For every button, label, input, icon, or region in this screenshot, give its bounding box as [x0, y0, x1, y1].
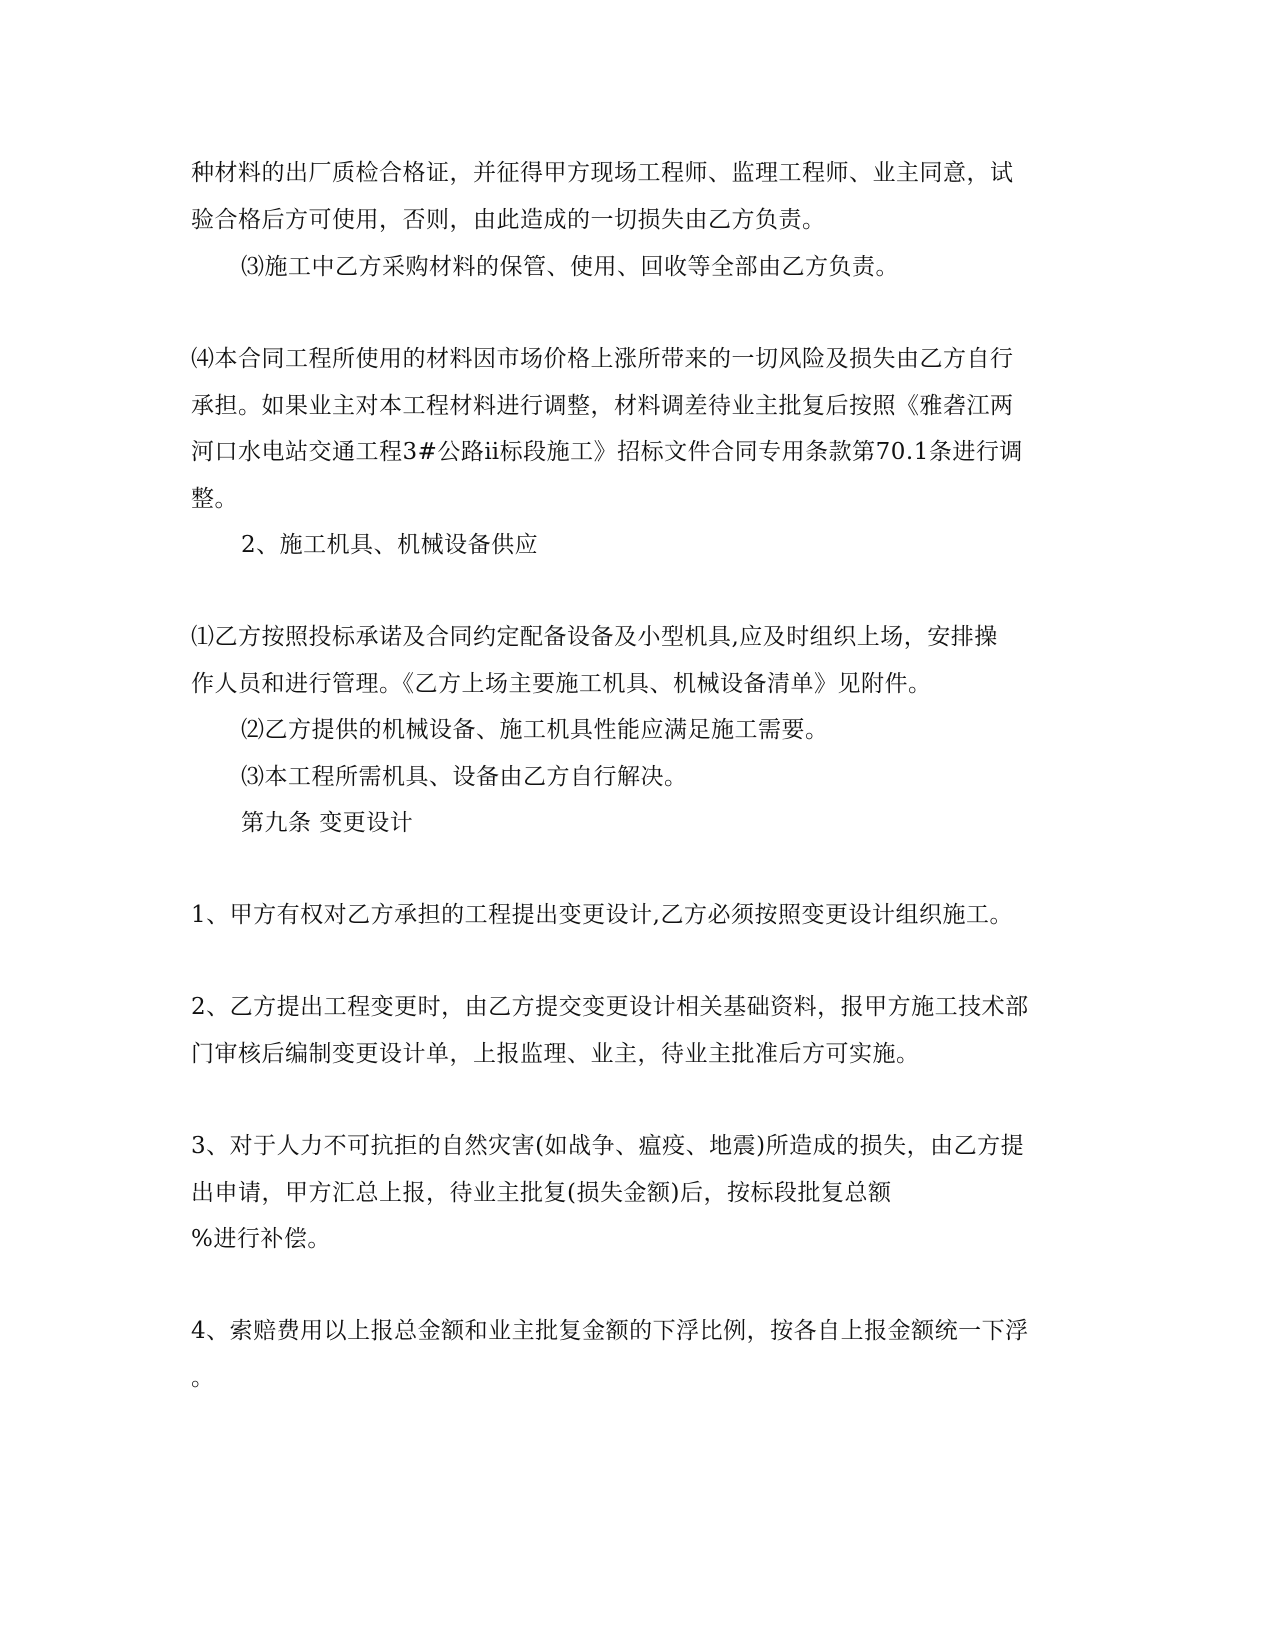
text-line: 作人员和进行管理。《乙方上场主要施工机具、机械设备清单》见附件。 [191, 671, 932, 697]
text-line: ⑶施工中乙方采购材料的保管、使用、回收等全部由乙方负责。 [241, 254, 899, 280]
text-line: %进行补偿。 [191, 1226, 331, 1252]
text-line: 河口水电站交通工程3#公路ⅱ标段施工》招标文件合同专用条款第70.1条进行调 [191, 439, 1023, 465]
text-line: ⑴乙方按照投标承诺及合同约定配备设备及小型机具,应及时组织上场，安排操 [191, 624, 998, 650]
text-line: ⑵乙方提供的机械设备、施工机具性能应满足施工需要。 [241, 717, 829, 743]
text-line: 1、甲方有权对乙方承担的工程提出变更设计,乙方必须按照变更设计组织施工。 [191, 902, 1013, 928]
text-line: ⑶本工程所需机具、设备由乙方自行解决。 [241, 764, 688, 790]
text-line: 。 [191, 1365, 215, 1391]
text-line: 出申请，甲方汇总上报，待业主批复(损失金额)后，按标段批复总额 [191, 1180, 892, 1206]
text-line: 承担。如果业主对本工程材料进行调整，材料调差待业主批复后按照《雅砻江两 [191, 393, 1014, 419]
text-line: 4、索赔费用以上报总金额和业主批复金额的下浮比例，按各自上报金额统一下浮 [191, 1318, 1029, 1344]
text-line: 门审核后编制变更设计单，上报监理、业主，待业主批准后方可实施。 [191, 1041, 920, 1067]
article-heading: 第九条 变更设计 [241, 810, 414, 836]
text-line: 种材料的出厂质检合格证，并征得甲方现场工程师、监理工程师、业主同意，试 [191, 160, 1014, 186]
section-heading: 2、施工机具、机械设备供应 [241, 532, 539, 558]
text-line: 3、对于人力不可抗拒的自然灾害(如战争、瘟疫、地震)所造成的损失，由乙方提 [191, 1133, 1025, 1159]
text-line: 验合格后方可使用，否则，由此造成的一切损失由乙方负责。 [191, 207, 826, 233]
text-line: ⑷本合同工程所使用的材料因市场价格上涨所带来的一切风险及损失由乙方自行 [191, 346, 1014, 372]
text-line: 2、乙方提出工程变更时，由乙方提交变更设计相关基础资料，报甲方施工技术部 [191, 994, 1029, 1020]
text-line: 整。 [191, 486, 238, 512]
